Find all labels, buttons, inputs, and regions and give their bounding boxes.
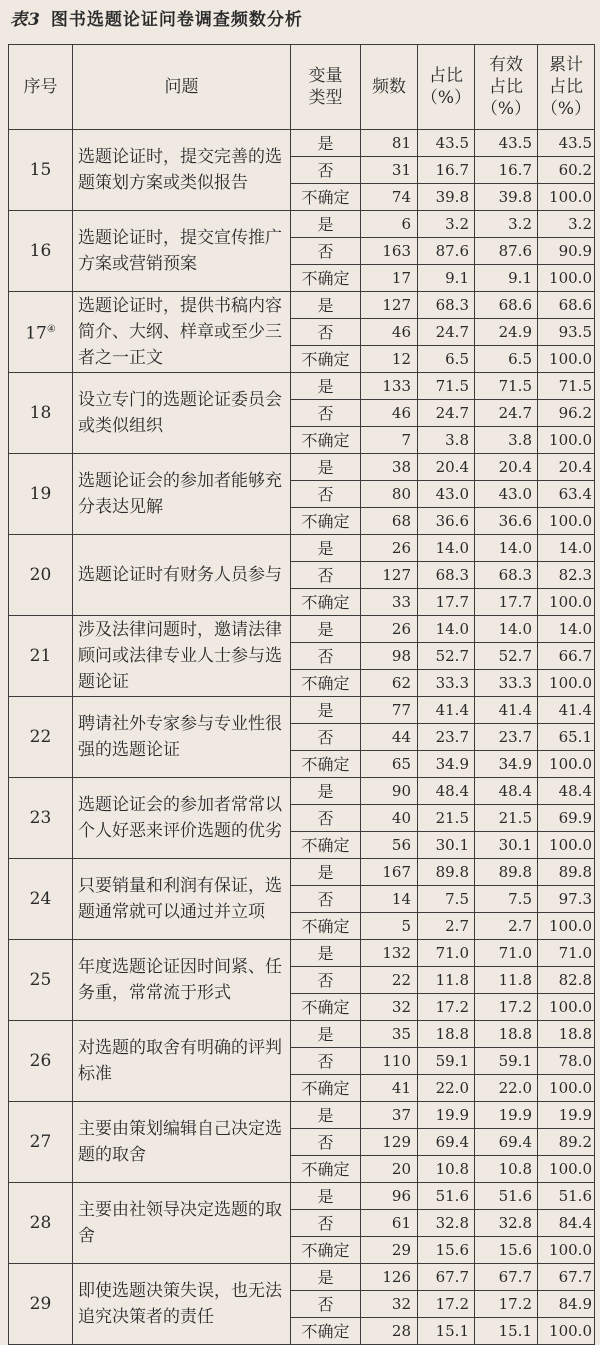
seq-cell — [9, 778, 73, 859]
header-seq: 序号 — [9, 45, 73, 130]
percent-cell: 2.7 — [418, 913, 475, 940]
table-caption — [10, 4, 303, 44]
type-cell: 是 — [291, 373, 361, 400]
question-cell: 对选题的取舍有明确的评判标准 — [73, 1021, 291, 1102]
frequency-cell: 41 — [361, 1075, 418, 1102]
percent-cell: 10.8 — [418, 1156, 475, 1183]
valid-percent-cell: 33.3 — [475, 670, 538, 697]
seq-number: 18 — [29, 402, 52, 423]
percent-cell: 17.7 — [418, 589, 475, 616]
table-row — [9, 940, 595, 967]
type-cell: 不确定 — [291, 508, 361, 535]
frequency-cell: 90 — [361, 778, 418, 805]
question-cell: 聘请社外专家参与专业性很强的选题论证 — [73, 697, 291, 778]
type-cell: 否 — [291, 319, 361, 346]
seq-number: 17 — [25, 323, 47, 344]
valid-percent-cell: 17.2 — [475, 994, 538, 1021]
valid-percent-cell: 43.0 — [475, 481, 538, 508]
cumulative-percent-cell: 66.7 — [538, 643, 595, 670]
valid-percent-cell: 9.1 — [475, 265, 538, 292]
cumulative-percent-cell: 82.3 — [538, 562, 595, 589]
frequency-cell: 40 — [361, 805, 418, 832]
cumulative-percent-cell: 89.8 — [538, 859, 595, 886]
type-cell: 不确定 — [291, 994, 361, 1021]
frequency-cell: 46 — [361, 319, 418, 346]
percent-cell: 59.1 — [418, 1048, 475, 1075]
valid-percent-cell: 23.7 — [475, 724, 538, 751]
percent-cell: 68.3 — [418, 292, 475, 319]
valid-percent-cell: 6.5 — [475, 346, 538, 373]
seq-cell — [9, 616, 73, 697]
frequency-cell: 17 — [361, 265, 418, 292]
cumulative-percent-cell: 48.4 — [538, 778, 595, 805]
frequency-cell: 65 — [361, 751, 418, 778]
seq-number: 22 — [29, 726, 52, 747]
type-cell: 否 — [291, 238, 361, 265]
seq-number: 15 — [29, 159, 52, 180]
question-cell: 即使选题决策失误，也无法追究决策者的责任 — [73, 1264, 291, 1345]
seq-number: 25 — [29, 969, 52, 990]
table-row — [9, 697, 595, 724]
type-cell: 是 — [291, 211, 361, 238]
type-cell: 不确定 — [291, 832, 361, 859]
type-cell: 是 — [291, 1264, 361, 1291]
percent-cell: 15.1 — [418, 1318, 475, 1345]
seq-cell — [9, 211, 73, 292]
seq-number: 29 — [29, 1293, 52, 1314]
cumulative-percent-cell: 90.9 — [538, 238, 595, 265]
frequency-cell: 56 — [361, 832, 418, 859]
type-cell: 否 — [291, 967, 361, 994]
type-cell: 是 — [291, 454, 361, 481]
frequency-cell: 32 — [361, 1291, 418, 1318]
table-row — [9, 535, 595, 562]
cumulative-percent-cell: 60.2 — [538, 157, 595, 184]
cumulative-percent-cell: 82.8 — [538, 967, 595, 994]
percent-cell: 22.0 — [418, 1075, 475, 1102]
valid-percent-cell: 32.8 — [475, 1210, 538, 1237]
cumulative-percent-cell: 3.2 — [538, 211, 595, 238]
frequency-cell: 81 — [361, 130, 418, 157]
percent-cell: 41.4 — [418, 697, 475, 724]
type-cell: 不确定 — [291, 751, 361, 778]
cumulative-percent-cell: 68.6 — [538, 292, 595, 319]
valid-percent-cell: 67.7 — [475, 1264, 538, 1291]
type-cell: 不确定 — [291, 1156, 361, 1183]
percent-cell: 18.8 — [418, 1021, 475, 1048]
percent-cell: 16.7 — [418, 157, 475, 184]
percent-cell: 24.7 — [418, 319, 475, 346]
percent-cell: 3.8 — [418, 427, 475, 454]
type-cell: 是 — [291, 1183, 361, 1210]
seq-number: 19 — [29, 483, 52, 504]
table-row — [9, 859, 595, 886]
question-cell: 选题论证会的参加者常常以个人好恶来评价选题的优劣 — [73, 778, 291, 859]
percent-cell: 17.2 — [418, 1291, 475, 1318]
cumulative-percent-cell: 18.8 — [538, 1021, 595, 1048]
header-frequency: 频数 — [361, 45, 418, 130]
table-number: 表3 — [10, 10, 41, 30]
frequency-cell: 44 — [361, 724, 418, 751]
seq-number: 28 — [29, 1212, 52, 1233]
valid-percent-cell: 68.3 — [475, 562, 538, 589]
frequency-cell: 167 — [361, 859, 418, 886]
valid-percent-cell: 59.1 — [475, 1048, 538, 1075]
type-cell: 否 — [291, 1210, 361, 1237]
percent-cell: 9.1 — [418, 265, 475, 292]
percent-cell: 69.4 — [418, 1129, 475, 1156]
question-cell: 涉及法律问题时，邀请法律顾问或法律专业人士参与选题论证 — [73, 616, 291, 697]
table-row — [9, 616, 595, 643]
cumulative-percent-cell: 96.2 — [538, 400, 595, 427]
cumulative-percent-cell: 100.0 — [538, 508, 595, 535]
valid-percent-cell: 7.5 — [475, 886, 538, 913]
valid-percent-cell: 15.6 — [475, 1237, 538, 1264]
percent-cell: 30.1 — [418, 832, 475, 859]
seq-cell — [9, 1102, 73, 1183]
percent-cell: 89.8 — [418, 859, 475, 886]
percent-cell: 39.8 — [418, 184, 475, 211]
valid-percent-cell: 3.8 — [475, 427, 538, 454]
question-cell: 主要由社领导决定选题的取舍 — [73, 1183, 291, 1264]
frequency-cell: 62 — [361, 670, 418, 697]
valid-percent-cell: 71.0 — [475, 940, 538, 967]
percent-cell: 52.7 — [418, 643, 475, 670]
type-cell: 否 — [291, 400, 361, 427]
cumulative-percent-cell: 100.0 — [538, 913, 595, 940]
cumulative-percent-cell: 69.9 — [538, 805, 595, 832]
frequency-cell: 163 — [361, 238, 418, 265]
table-row — [9, 1183, 595, 1210]
percent-cell: 11.8 — [418, 967, 475, 994]
cumulative-percent-cell: 100.0 — [538, 832, 595, 859]
table-row — [9, 373, 595, 400]
percent-cell: 48.4 — [418, 778, 475, 805]
valid-percent-cell: 69.4 — [475, 1129, 538, 1156]
type-cell: 否 — [291, 562, 361, 589]
valid-percent-cell: 41.4 — [475, 697, 538, 724]
valid-percent-cell: 19.9 — [475, 1102, 538, 1129]
percent-cell: 51.6 — [418, 1183, 475, 1210]
question-cell: 设立专门的选题论证委员会或类似组织 — [73, 373, 291, 454]
type-cell: 否 — [291, 805, 361, 832]
frequency-cell: 12 — [361, 346, 418, 373]
cumulative-percent-cell: 100.0 — [538, 1075, 595, 1102]
cumulative-percent-cell: 43.5 — [538, 130, 595, 157]
valid-percent-cell: 14.0 — [475, 535, 538, 562]
cumulative-percent-cell: 51.6 — [538, 1183, 595, 1210]
cumulative-percent-cell: 20.4 — [538, 454, 595, 481]
frequency-cell: 46 — [361, 400, 418, 427]
percent-cell: 6.5 — [418, 346, 475, 373]
valid-percent-cell: 18.8 — [475, 1021, 538, 1048]
frequency-cell: 77 — [361, 697, 418, 724]
frequency-cell: 98 — [361, 643, 418, 670]
type-cell: 是 — [291, 940, 361, 967]
valid-percent-cell: 71.5 — [475, 373, 538, 400]
frequency-cell: 38 — [361, 454, 418, 481]
seq-cell — [9, 535, 73, 616]
frequency-cell: 6 — [361, 211, 418, 238]
table-row — [9, 292, 595, 319]
seq-number: 26 — [29, 1050, 52, 1071]
frequency-cell: 133 — [361, 373, 418, 400]
valid-percent-cell: 22.0 — [475, 1075, 538, 1102]
seq-number: 23 — [29, 807, 52, 828]
frequency-cell: 132 — [361, 940, 418, 967]
valid-percent-cell: 11.8 — [475, 967, 538, 994]
valid-percent-cell: 39.8 — [475, 184, 538, 211]
percent-cell: 67.7 — [418, 1264, 475, 1291]
type-cell: 否 — [291, 1129, 361, 1156]
frequency-cell: 127 — [361, 292, 418, 319]
valid-percent-cell: 3.2 — [475, 211, 538, 238]
valid-percent-cell: 68.6 — [475, 292, 538, 319]
percent-cell: 32.8 — [418, 1210, 475, 1237]
seq-cell — [9, 292, 73, 373]
cumulative-percent-cell: 63.4 — [538, 481, 595, 508]
percent-cell: 15.6 — [418, 1237, 475, 1264]
valid-percent-cell: 17.2 — [475, 1291, 538, 1318]
cumulative-percent-cell: 100.0 — [538, 346, 595, 373]
percent-cell: 14.0 — [418, 616, 475, 643]
seq-cell — [9, 373, 73, 454]
cumulative-percent-cell: 100.0 — [538, 670, 595, 697]
percent-cell: 21.5 — [418, 805, 475, 832]
cumulative-percent-cell: 19.9 — [538, 1102, 595, 1129]
cumulative-percent-cell: 100.0 — [538, 751, 595, 778]
frequency-cell: 22 — [361, 967, 418, 994]
type-cell: 否 — [291, 643, 361, 670]
valid-percent-cell: 43.5 — [475, 130, 538, 157]
frequency-cell: 32 — [361, 994, 418, 1021]
cumulative-percent-cell: 100.0 — [538, 427, 595, 454]
type-cell: 不确定 — [291, 184, 361, 211]
valid-percent-cell: 89.8 — [475, 859, 538, 886]
type-cell: 否 — [291, 1291, 361, 1318]
table-row — [9, 130, 595, 157]
cumulative-percent-cell: 65.1 — [538, 724, 595, 751]
valid-percent-cell: 17.7 — [475, 589, 538, 616]
seq-number: 21 — [29, 645, 52, 666]
valid-percent-cell: 14.0 — [475, 616, 538, 643]
percent-cell: 24.7 — [418, 400, 475, 427]
question-cell: 年度选题论证因时间紧、任务重，常常流于形式 — [73, 940, 291, 1021]
table-row — [9, 778, 595, 805]
question-cell: 选题论证时，提供书稿内容简介、大纲、样章或至少三者之一正文 — [73, 292, 291, 373]
cumulative-percent-cell: 100.0 — [538, 1237, 595, 1264]
header-valid-percent: 有效 占比 （%） — [475, 45, 538, 130]
table-row — [9, 211, 595, 238]
type-cell: 否 — [291, 157, 361, 184]
type-cell: 否 — [291, 724, 361, 751]
cumulative-percent-cell: 100.0 — [538, 1156, 595, 1183]
cumulative-percent-cell: 41.4 — [538, 697, 595, 724]
type-cell: 否 — [291, 886, 361, 913]
seq-cell — [9, 1021, 73, 1102]
cumulative-percent-cell: 100.0 — [538, 184, 595, 211]
cumulative-percent-cell: 100.0 — [538, 994, 595, 1021]
type-cell: 不确定 — [291, 589, 361, 616]
type-cell: 是 — [291, 616, 361, 643]
frequency-cell: 33 — [361, 589, 418, 616]
type-cell: 是 — [291, 130, 361, 157]
type-cell: 不确定 — [291, 1318, 361, 1345]
percent-cell: 14.0 — [418, 535, 475, 562]
seq-number: 16 — [29, 240, 52, 261]
percent-cell: 34.9 — [418, 751, 475, 778]
type-cell: 不确定 — [291, 427, 361, 454]
percent-cell: 17.2 — [418, 994, 475, 1021]
question-cell: 选题论证时，提交宣传推广方案或营销预案 — [73, 211, 291, 292]
frequency-cell: 26 — [361, 535, 418, 562]
valid-percent-cell: 16.7 — [475, 157, 538, 184]
seq-number: 27 — [29, 1131, 52, 1152]
cumulative-percent-cell: 67.7 — [538, 1264, 595, 1291]
frequency-cell: 96 — [361, 1183, 418, 1210]
valid-percent-cell: 20.4 — [475, 454, 538, 481]
frequency-cell: 61 — [361, 1210, 418, 1237]
frequency-cell: 20 — [361, 1156, 418, 1183]
valid-percent-cell: 21.5 — [475, 805, 538, 832]
type-cell: 不确定 — [291, 1075, 361, 1102]
table-row — [9, 454, 595, 481]
valid-percent-cell: 34.9 — [475, 751, 538, 778]
seq-number: 20 — [29, 564, 52, 585]
frequency-cell: 5 — [361, 913, 418, 940]
frequency-cell: 7 — [361, 427, 418, 454]
seq-cell — [9, 454, 73, 535]
valid-percent-cell: 30.1 — [475, 832, 538, 859]
frequency-cell: 35 — [361, 1021, 418, 1048]
percent-cell: 71.5 — [418, 373, 475, 400]
valid-percent-cell: 2.7 — [475, 913, 538, 940]
percent-cell: 7.5 — [418, 886, 475, 913]
cumulative-percent-cell: 71.5 — [538, 373, 595, 400]
cumulative-percent-cell: 100.0 — [538, 1318, 595, 1345]
type-cell: 不确定 — [291, 1237, 361, 1264]
table-body — [9, 130, 595, 1345]
type-cell: 不确定 — [291, 346, 361, 373]
percent-cell: 23.7 — [418, 724, 475, 751]
frequency-cell: 14 — [361, 886, 418, 913]
header-percent: 占比 （%） — [418, 45, 475, 130]
percent-cell: 43.5 — [418, 130, 475, 157]
type-cell: 不确定 — [291, 670, 361, 697]
type-cell: 是 — [291, 1102, 361, 1129]
type-cell: 否 — [291, 481, 361, 508]
question-cell: 只要销量和利润有保证，选题通常就可以通过并立项 — [73, 859, 291, 940]
cumulative-percent-cell: 78.0 — [538, 1048, 595, 1075]
question-cell: 选题论证会的参加者能够充分表达见解 — [73, 454, 291, 535]
valid-percent-cell: 15.1 — [475, 1318, 538, 1345]
header-cumulative-percent: 累计 占比 （%） — [538, 45, 595, 130]
frequency-cell: 68 — [361, 508, 418, 535]
cumulative-percent-cell: 100.0 — [538, 265, 595, 292]
frequency-cell: 31 — [361, 157, 418, 184]
frequency-cell: 37 — [361, 1102, 418, 1129]
valid-percent-cell: 51.6 — [475, 1183, 538, 1210]
cumulative-percent-cell: 71.0 — [538, 940, 595, 967]
footnote-marker: ④ — [46, 324, 56, 336]
valid-percent-cell: 52.7 — [475, 643, 538, 670]
type-cell: 是 — [291, 535, 361, 562]
table-row — [9, 1021, 595, 1048]
cumulative-percent-cell: 100.0 — [538, 589, 595, 616]
percent-cell: 33.3 — [418, 670, 475, 697]
seq-cell — [9, 1183, 73, 1264]
type-cell: 是 — [291, 859, 361, 886]
table-title: 图书选题论证问卷调查频数分析 — [50, 10, 303, 30]
header-row — [9, 45, 595, 130]
cumulative-percent-cell: 89.2 — [538, 1129, 595, 1156]
question-cell: 选题论证时，提交完善的选题策划方案或类似报告 — [73, 130, 291, 211]
frequency-cell: 74 — [361, 184, 418, 211]
seq-cell — [9, 697, 73, 778]
cumulative-percent-cell: 84.9 — [538, 1291, 595, 1318]
header-question: 问题 — [73, 45, 291, 130]
seq-cell — [9, 859, 73, 940]
cumulative-percent-cell: 14.0 — [538, 616, 595, 643]
percent-cell: 20.4 — [418, 454, 475, 481]
percent-cell: 71.0 — [418, 940, 475, 967]
frequency-cell: 126 — [361, 1264, 418, 1291]
header-type: 变量 类型 — [291, 45, 361, 130]
percent-cell: 68.3 — [418, 562, 475, 589]
frequency-cell: 129 — [361, 1129, 418, 1156]
seq-cell — [9, 130, 73, 211]
percent-cell: 19.9 — [418, 1102, 475, 1129]
seq-cell — [9, 1264, 73, 1345]
percent-cell: 43.0 — [418, 481, 475, 508]
type-cell: 是 — [291, 292, 361, 319]
table-row — [9, 1264, 595, 1291]
question-cell: 选题论证时有财务人员参与 — [73, 535, 291, 616]
valid-percent-cell: 36.6 — [475, 508, 538, 535]
valid-percent-cell: 10.8 — [475, 1156, 538, 1183]
type-cell: 否 — [291, 1048, 361, 1075]
cumulative-percent-cell: 97.3 — [538, 886, 595, 913]
frequency-cell: 80 — [361, 481, 418, 508]
type-cell: 不确定 — [291, 265, 361, 292]
frequency-cell: 28 — [361, 1318, 418, 1345]
percent-cell: 36.6 — [418, 508, 475, 535]
frequency-table — [8, 44, 595, 1345]
percent-cell: 87.6 — [418, 238, 475, 265]
cumulative-percent-cell: 84.4 — [538, 1210, 595, 1237]
frequency-cell: 29 — [361, 1237, 418, 1264]
frequency-cell: 26 — [361, 616, 418, 643]
question-cell: 主要由策划编辑自己决定选题的取舍 — [73, 1102, 291, 1183]
valid-percent-cell: 24.7 — [475, 400, 538, 427]
percent-cell: 3.2 — [418, 211, 475, 238]
seq-cell — [9, 940, 73, 1021]
valid-percent-cell: 87.6 — [475, 238, 538, 265]
type-cell: 是 — [291, 1021, 361, 1048]
cumulative-percent-cell: 14.0 — [538, 535, 595, 562]
frequency-cell: 110 — [361, 1048, 418, 1075]
cumulative-percent-cell: 93.5 — [538, 319, 595, 346]
table-row — [9, 1102, 595, 1129]
type-cell: 是 — [291, 697, 361, 724]
type-cell: 不确定 — [291, 913, 361, 940]
frequency-cell: 127 — [361, 562, 418, 589]
seq-number: 24 — [29, 888, 52, 909]
valid-percent-cell: 24.9 — [475, 319, 538, 346]
valid-percent-cell: 48.4 — [475, 778, 538, 805]
type-cell: 是 — [291, 778, 361, 805]
